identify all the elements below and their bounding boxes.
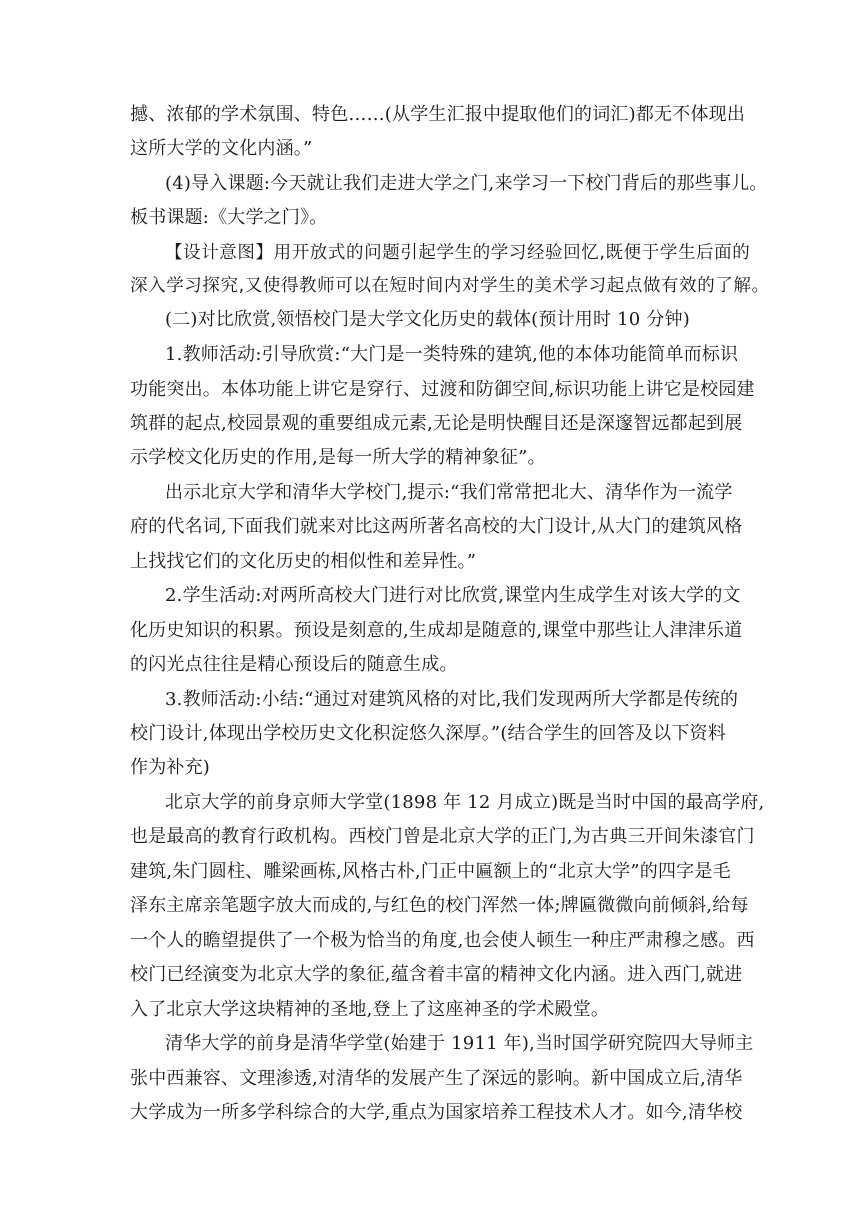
text-line: 这所大学的文化内涵。”: [130, 138, 313, 159]
text-line: 化历史知识的积累。预设是刻意的,生成却是随意的,课堂中那些让人津津乐道: [130, 620, 743, 641]
text-line: 筑群的起点,校园景观的重要组成元素,无论是明快醒目还是深邃智远都起到展: [130, 413, 743, 434]
text-line: 2.学生活动:对两所高校大门进行对比欣赏,课堂内生成学生对该大学的文: [165, 585, 741, 606]
text-line: 1.教师活动:引导欣赏:“大门是一类特殊的建筑,他的本体功能简单而标识: [165, 344, 739, 365]
text-line: 撼、浓郁的学术氛围、特色……(从学生汇报中提取他们的词汇)都无不体现出: [130, 104, 746, 125]
text-line: 清华大学的前身是清华学堂(始建于 1911 年),当时国学研究院四大导师主: [165, 1033, 754, 1054]
text-line: 的闪光点往往是精心预设后的随意生成。: [130, 654, 458, 675]
text-line: 示学校文化历史的作用,是每一所大学的精神象征”。: [130, 447, 546, 468]
text-line: 板书课题:《大学之门》。: [130, 207, 328, 228]
text-line: 大学成为一所多学科综合的大学,重点为国家培养工程技术人才。如今,清华校: [130, 1102, 743, 1123]
text-line: 北京大学的前身京师大学堂(1898 年 12 月成立)既是当时中国的最高学府,: [165, 792, 765, 813]
text-line: 建筑,朱门圆柱、雕梁画栋,风格古朴,门正中匾额上的“北京大学”的四字是毛: [130, 861, 731, 882]
design-intent-line: 【设计意图】用开放式的问题引起学生的学习经验回忆,既便于学生后面的: [165, 243, 751, 263]
text-line: 一个人的瞻望提供了一个极为恰当的角度,也会使人顿生一种庄严肃穆之感。西: [130, 930, 755, 951]
design-intent-line: 深入学习探究,又使得教师可以在短时间内对学生的美术学习起点做有效的了解。: [130, 276, 770, 296]
text-line: 府的代名词,下面我们就来对比这两所著名高校的大门设计,从大门的建筑风格: [130, 516, 743, 537]
text-line: 功能突出。本体功能上讲它是穿行、过渡和防御空间,标识功能上讲它是校园建: [130, 379, 755, 400]
text-line: 张中西兼容、文理渗透,对清华的发展产生了深远的影响。新中国成立后,清华: [130, 1068, 743, 1089]
text-line: 3.教师活动:小结:“通过对建筑风格的对比,我们发现两所大学都是传统的: [165, 689, 739, 710]
text-line: 作为补充): [130, 757, 211, 778]
text-line: 泽东主席亲笔题字放大而成的,与红色的校门浑然一体;牌匾微微向前倾斜,给每: [130, 895, 749, 916]
section-heading: (二)对比欣赏,领悟校门是大学文化历史的载体(预计用时 10 分钟): [165, 309, 690, 330]
text-line: 也是最高的教育行政机构。西校门曾是北京大学的正门,为古典三开间朱漆官门: [130, 826, 755, 847]
text-line: 上找找它们的文化历史的相似性和差异性。”: [130, 551, 477, 572]
text-line: 校门设计,体现出学校历史文化积淀悠久深厚。”(结合学生的回答及以下资料: [130, 723, 726, 744]
text-line: 出示北京大学和清华大学校门,提示:“我们常常把北大、清华作为一流学: [165, 482, 733, 503]
text-line: 入了北京大学这块精神的圣地,登上了这座神圣的学术殿堂。: [130, 999, 610, 1020]
text-line: (4)导入课题:今天就让我们走进大学之门,来学习一下校门背后的那些事儿。: [165, 173, 768, 194]
text-line: 校门已经演变为北京大学的象征,蕴含着丰富的精神文化内涵。进入西门,就进: [130, 964, 743, 985]
